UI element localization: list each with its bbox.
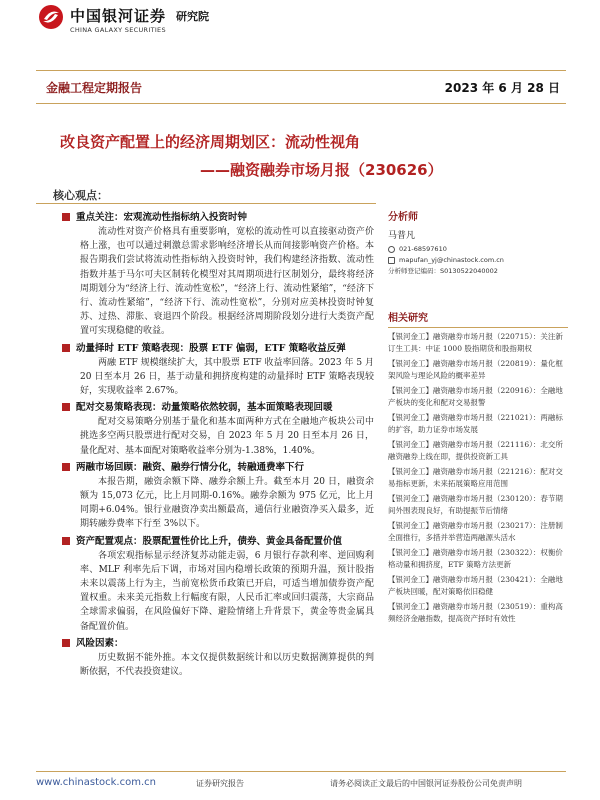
related-item[interactable]: 【银河金工】融资融券市场月报（221116）：北交所融资融券上线在即，提供投资新工具 — [388, 440, 563, 461]
footer-disclaimer: 请务必阅读正文最后的中国银河证券股份公司免责声明 — [330, 779, 522, 788]
related-heading: 相关研究 — [388, 309, 568, 328]
report-type: 金融工程定期报告 — [46, 81, 143, 95]
main-content — [62, 208, 374, 679]
analyst-name: 马普凡 — [388, 231, 416, 241]
section-paragraph: 各项宏观指标显示经济复苏动能走弱，6 月银行存款利率、逆回购利率、MLF 利率先后下调，市场对国内稳增长政策的预期升温，预计股指未来以震荡上行为主，当前宽松货币政策已开启，可适当增加债券资产配置权重。未来美元指数上行幅度有限，人民币汇率或回归震荡，大宗商品全球需求偏弱，在风险偏好下降、避险情绪上升背景下，黄金等贵金属具备配置价值。 — [80, 550, 374, 632]
company-logo-text: 中国银河证券 — [70, 7, 167, 25]
section-heading: 两融市场回顾：融资、融券行情分化，转融通费率下行 — [62, 461, 374, 475]
related-research — [388, 309, 568, 625]
analyst-heading: 分析师 — [388, 212, 418, 223]
phone-icon — [388, 246, 395, 253]
related-item[interactable]: 【银河金工】融资融券市场月报（220819）：量化框架风险与理论风险的概率差异 — [388, 359, 563, 380]
core-viewpoints-label: 核心观点： — [53, 189, 108, 202]
footer-divider — [36, 771, 566, 772]
section-paragraph: 两融 ETF 规模继续扩大，其中股票 ETF 收益率回落。2023 年 5 月 20 日至本月 26 日，基于动量和拥挤度构建的动量择时 ETF 策略表现较好，实现收益率 2.67%。 — [80, 357, 374, 397]
section-heading: 配对交易策略表现：动量策略依然较弱，基本面策略表现回暖 — [62, 401, 374, 415]
related-item[interactable]: 【银河金工】融资融券市场月报（221021）：两融标的扩容，助力证券市场发展 — [388, 413, 563, 434]
report-header — [0, 0, 600, 44]
footer-report-type: 证券研究报告 — [196, 779, 244, 788]
section-paragraph: 本报告期，融资余额下降、融券余额上升。截至本月 20 日，融资余额为 15,073 亿元，比上月同期-0.16%。融券余额为 975 亿元，比上月同期+6.04%。银行业融资净卖出额最高，通信行业融资净买入最多，近期转融券费率下行至 3%以下。 — [80, 476, 374, 530]
related-item[interactable]: 【银河金工】融资融券市场月报（220715）：关注新订生工具：中证 1000 股指期货和股指期权 — [388, 332, 563, 353]
galaxy-logo-icon — [38, 4, 64, 30]
report-date: 2023 年 6 月 28 日 — [444, 81, 560, 95]
section-heading: 资产配置观点：股票配置性价比上升，债券、黄金具备配置价值 — [62, 535, 374, 549]
report-subtitle: ——融资融券市场月报（230626） — [200, 161, 443, 179]
bullet-icon — [62, 639, 70, 647]
related-item[interactable]: 【银河金工】融资融券市场月报（230120）：春节期间外围表现良好，有助提振节后情绪 — [388, 494, 563, 515]
section-paragraph: 历史数据不能外推。本文仅提供数据统计和以历史数据测算提供的判断依据，不代表投资建议。 — [80, 652, 374, 678]
mail-icon — [388, 257, 395, 264]
company-logo-en: CHINA GALAXY SECURITIES — [70, 26, 166, 34]
analyst-cert: 分析师登记编码：S0130522040002 — [388, 267, 498, 275]
analyst-phone: 021-68597610 — [399, 245, 447, 253]
footer-website-link[interactable]: www.chinastock.com.cn — [36, 777, 156, 788]
bullet-icon — [62, 213, 70, 221]
related-item[interactable]: 【银河金工】融资融券市场月报（221216）：配对交易指标更新，未来拓展策略应用范围 — [388, 467, 563, 488]
bullet-icon — [62, 463, 70, 471]
related-item[interactable]: 【银河金工】融资融券市场月报（230519）：重构高频经济金融指数，提高资产择时有效性 — [388, 602, 563, 623]
analyst-email[interactable]: mapufan_yj@chinastock.com.cn — [399, 256, 504, 264]
institute-label: 研究院 — [176, 10, 209, 23]
bullet-icon — [62, 537, 70, 545]
related-item[interactable]: 【银河金工】融资融券市场月报（230322）：权衡价格动量和拥挤度，ETF 策略方法更新 — [388, 548, 563, 569]
sidebar — [388, 208, 568, 625]
section-heading: 重点关注：宏观流动性指标纳入投资时钟 — [62, 211, 374, 225]
divider — [36, 203, 376, 204]
analyst-contact — [388, 244, 568, 277]
section-heading: 风险因素： — [62, 637, 374, 651]
section-heading: 动量择时 ETF 策略表现：股票 ETF 偏弱，ETF 策略收益反弹 — [62, 342, 374, 356]
section-paragraph: 配对交易策略分别基于量化和基本面两种方式在全融地产板块公司中挑选多空两只股票进行配对交易，自 2023 年 5 月 20 日至本月 26 日，量化配对、基本面配对策略收益率分别为-1.38%，1.40%。 — [80, 417, 374, 456]
report-banner — [36, 70, 566, 104]
section-paragraph: 流动性对资产价格具有重要影响，宽松的流动性可以直接驱动资产价格上涨，也可以通过刺激总需求影响经济增长从而间接影响资产价格。本报告期我们尝试将流动性指标纳入投资时钟，我们构建经济指数、流动性指数并基于马尔可夫区制转化模型对其周期项进行区制划分，最终将经济周期划分为“经济上行、流动性宽松”，“经济上行、流动性紧缩”，“经济下行、流动性紧缩”，“经济下行、流动性宽松”，分别对应美林投资时钟复苏、过热、滞胀、衰退四个阶段。根据经济周期阶段划分进行大类资产配置可实现稳健的收益。 — [80, 227, 374, 337]
related-item[interactable]: 【银河金工】融资融券市场月报（220916）：全融地产板块的变化和配对交易报警 — [388, 386, 563, 407]
bullet-icon — [62, 344, 70, 352]
bullet-icon — [62, 403, 70, 411]
report-title: 改良资产配置上的经济周期划区：流动性视角 — [60, 133, 361, 151]
related-item[interactable]: 【银河金工】融资融券市场月报（230217）：注册制全面推行，多措并举营造两融源头活水 — [388, 521, 563, 542]
related-item[interactable]: 【银河金工】融资融券市场月报（230421）：全融地产板块回暖，配对策略依旧稳健 — [388, 575, 563, 596]
